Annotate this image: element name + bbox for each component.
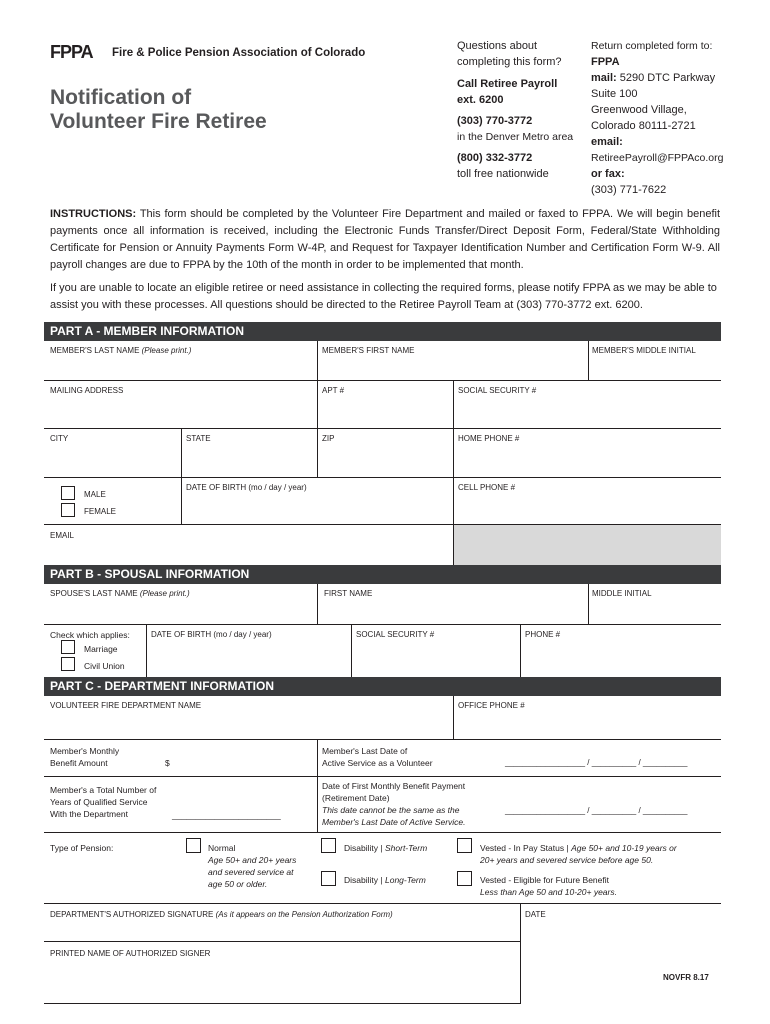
contact-block — [457, 38, 587, 182]
marriage-checkbox[interactable] — [61, 640, 75, 654]
instructions-label: INSTRUCTIONS: — [50, 208, 137, 220]
spouse-dob-label: DATE OF BIRTH (mo / day / year) — [151, 630, 272, 639]
part-b-header: PART B - SPOUSAL INFORMATION — [44, 565, 721, 584]
member-first-name-label: MEMBER'S FIRST NAME — [322, 346, 415, 355]
member-middle-initial-label: MEMBER'S MIDDLE INITIAL — [592, 346, 696, 355]
cell-phone-label: CELL PHONE # — [458, 483, 516, 492]
fppa-logo: FPPA — [50, 42, 93, 62]
instructions — [50, 206, 720, 314]
spouse-first-name-label: FIRST NAME — [324, 589, 373, 598]
monthly-benefit-label: Member's Monthly Benefit Amount — [50, 746, 120, 768]
org-name: Fire & Police Pension Association of Colorado — [112, 47, 366, 59]
marriage-label: Marriage — [84, 644, 118, 654]
return-block — [591, 38, 731, 198]
instructions-text-2: If you are unable to locate an eligible retiree or need assistance in collecting the required forms, please notify FPPA as we may be able to assist you with these processes. All questions should be directed to the Retiree Payroll Team at (303) 770-3772 ext. 6200. — [50, 282, 717, 311]
mail-label: mail: — [591, 72, 617, 84]
contact-ext: ext. 6200 — [457, 94, 504, 106]
contact-phone-1: (303) 770-3772 — [457, 115, 533, 127]
member-dob-label: DATE OF BIRTH (mo / day / year) — [186, 483, 307, 492]
check-which-applies-label: Check which applies: — [50, 630, 130, 640]
civil-union-checkbox[interactable] — [61, 657, 75, 671]
vested-pay-checkbox[interactable] — [457, 838, 472, 853]
address-line-3: Greenwood Village, — [591, 104, 687, 116]
apt-label: APT # — [322, 386, 345, 395]
vested-future-checkbox[interactable] — [457, 871, 472, 886]
email-gray-area — [454, 525, 721, 565]
last-date-blank[interactable]: __________________ / __________ / __________ — [505, 758, 688, 767]
spouse-last-name-label: SPOUSE'S LAST NAME (Please print.) — [50, 589, 190, 598]
spouse-middle-initial-label: MIDDLE INITIAL — [592, 589, 652, 598]
title-line-1: Notification of — [50, 86, 192, 109]
disability-short-checkbox[interactable] — [321, 838, 336, 853]
return-email: RetireePayroll@FPPAco.org — [591, 152, 724, 164]
male-label: MALE — [84, 490, 106, 499]
title-line-2: Volunteer Fire Retiree — [50, 110, 267, 133]
disability-long-checkbox[interactable] — [321, 871, 336, 886]
printed-name-label: PRINTED NAME OF AUTHORIZED SIGNER — [50, 949, 211, 958]
part-c-header: PART C - DEPARTMENT INFORMATION — [44, 677, 721, 696]
email-label: EMAIL — [50, 531, 75, 540]
years-service-blank[interactable]: _______________________ — [172, 810, 281, 820]
male-checkbox[interactable] — [61, 486, 75, 500]
contact-phone-2: (800) 332-3772 — [457, 152, 533, 164]
city-label: CITY — [50, 434, 69, 443]
fax-label: or fax: — [591, 168, 625, 180]
spouse-phone-label: PHONE # — [525, 630, 561, 639]
contact-call: Call Retiree Payroll — [457, 78, 558, 90]
vested-future-label: Vested - Eligible for Future Benefit Less than Age 50 and 10-20+ years. — [480, 875, 617, 897]
female-checkbox[interactable] — [61, 503, 75, 517]
normal-checkbox[interactable] — [186, 838, 201, 853]
return-fax: (303) 771-7622 — [591, 184, 667, 196]
contact-questions: Questions about — [457, 40, 538, 52]
instructions-text: This form should be completed by the Volunteer Fire Department and mailed or faxed to FPPA. We will begin benefit payments once all information is received, including the Electronic Funds Transfer/Direct Deposit Form, Federal/State Withholding Certificate for Pension or Annuity Payments Form W-4P, and Request for Taxpayer Identification Number and Certification Form W-9. All payroll changes are due to FPPA by the 10th of the month in order to be implemented that month. — [50, 208, 720, 271]
address-line-4: Colorado 80111-2721 — [591, 120, 696, 132]
disability-long-label: Disability | Long-Term — [344, 875, 426, 885]
ssn-label: SOCIAL SECURITY # — [458, 386, 537, 395]
years-service-label: Member's a Total Number of Years of Qualified Service With the Department — [50, 785, 157, 819]
disability-short-label: Disability | Short-Term — [344, 843, 428, 853]
dollar-sign: $ — [165, 758, 170, 768]
last-date-label: Member's Last Date of Active Service as a Volunteer — [322, 746, 433, 768]
dept-name-label: VOLUNTEER FIRE DEPARTMENT NAME — [50, 701, 202, 710]
zip-label: ZIP — [322, 434, 335, 443]
contact-phone-1-note: in the Denver Metro area — [457, 131, 574, 143]
email-label: email: — [591, 136, 623, 148]
first-payment-blank[interactable]: __________________ / __________ / __________ — [505, 806, 688, 815]
type-of-pension-label: Type of Pension: — [50, 843, 114, 853]
vested-pay-label: Vested - In Pay Status | Age 50+ and 10-19 years or 20+ years and severed service before age 50. — [480, 843, 677, 865]
form-title — [50, 86, 267, 134]
contact-questions-2: completing this form? — [457, 56, 562, 68]
contact-phone-2-note: toll free nationwide — [457, 168, 549, 180]
signature-label: DEPARTMENT'S AUTHORIZED SIGNATURE (As it appears on the Pension Authorization Form) — [50, 910, 393, 919]
return-org: FPPA — [591, 56, 620, 68]
mailing-address-label: MAILING ADDRESS — [50, 386, 124, 395]
female-label: FEMALE — [84, 507, 117, 516]
part-a-header: PART A - MEMBER INFORMATION — [44, 322, 721, 341]
signature-date-label: DATE — [525, 910, 546, 919]
normal-label: Normal Age 50+ and 20+ years and severed service at age 50 or older. — [208, 843, 297, 889]
spouse-ssn-label: SOCIAL SECURITY # — [356, 630, 435, 639]
home-phone-label: HOME PHONE # — [458, 434, 520, 443]
return-heading: Return completed form to: — [591, 40, 713, 52]
office-phone-label: OFFICE PHONE # — [458, 701, 525, 710]
form-code: NOVFR 8.17 — [663, 973, 709, 982]
state-label: STATE — [186, 434, 211, 443]
first-payment-label: Date of First Monthly Benefit Payment (Retirement Date) This date cannot be the same as the Member's Last Date of Active Service. — [322, 781, 466, 827]
civil-union-label: Civil Union — [84, 661, 125, 671]
address-line-1: 5290 DTC Parkway — [619, 72, 716, 84]
address-line-2: Suite 100 — [591, 88, 638, 100]
member-last-name-label: MEMBER'S LAST NAME (Please print.) — [50, 346, 192, 355]
